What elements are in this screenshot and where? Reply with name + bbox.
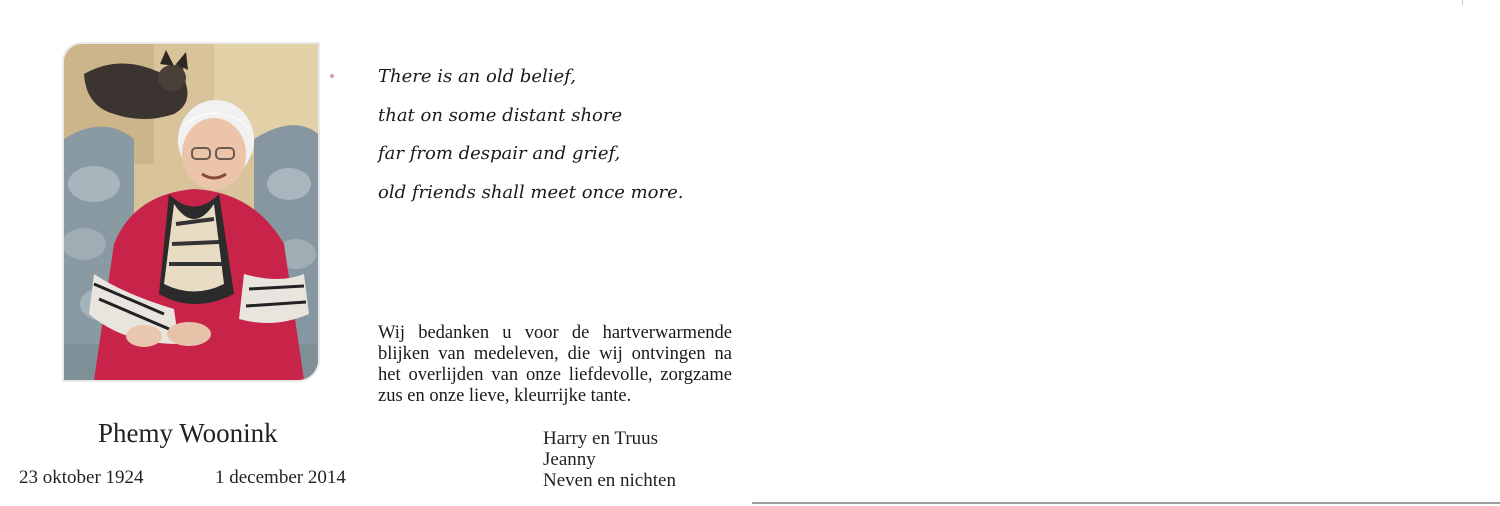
thank-you-message — [378, 323, 732, 407]
ink-speck — [330, 74, 334, 78]
birth-date: 23 oktober 1924 — [19, 467, 144, 488]
deceased-name: Phemy Woonink — [98, 418, 278, 448]
thanks-line: Wij bedanken u voor de hartverwarmende — [378, 323, 732, 343]
edge-mark — [1462, 0, 1463, 5]
poem-line: far from despair and grief, — [378, 143, 621, 164]
signer: Jeanny — [543, 449, 596, 470]
poem-line: There is an old belief, — [378, 66, 576, 87]
portrait-illustration — [64, 44, 318, 380]
thanks-line: blijken van medeleven, die wij ontvingen na — [378, 344, 732, 364]
poem — [378, 58, 718, 212]
signer: Neven en nichten — [543, 470, 676, 491]
card-edge-line — [752, 502, 1500, 504]
poem-line: old friends shall meet once more. — [378, 181, 684, 203]
thanks-line: het overlijden van onze liefdevolle, zorgzame — [378, 365, 732, 385]
portrait-photo — [62, 42, 320, 382]
thanks-line: zus en onze lieve, kleurrijke tante. — [378, 386, 632, 406]
poem-line: that on some distant shore — [378, 104, 623, 126]
signer: Harry en Truus — [543, 428, 659, 449]
signers — [543, 428, 676, 491]
death-date: 1 december 2014 — [215, 467, 346, 488]
